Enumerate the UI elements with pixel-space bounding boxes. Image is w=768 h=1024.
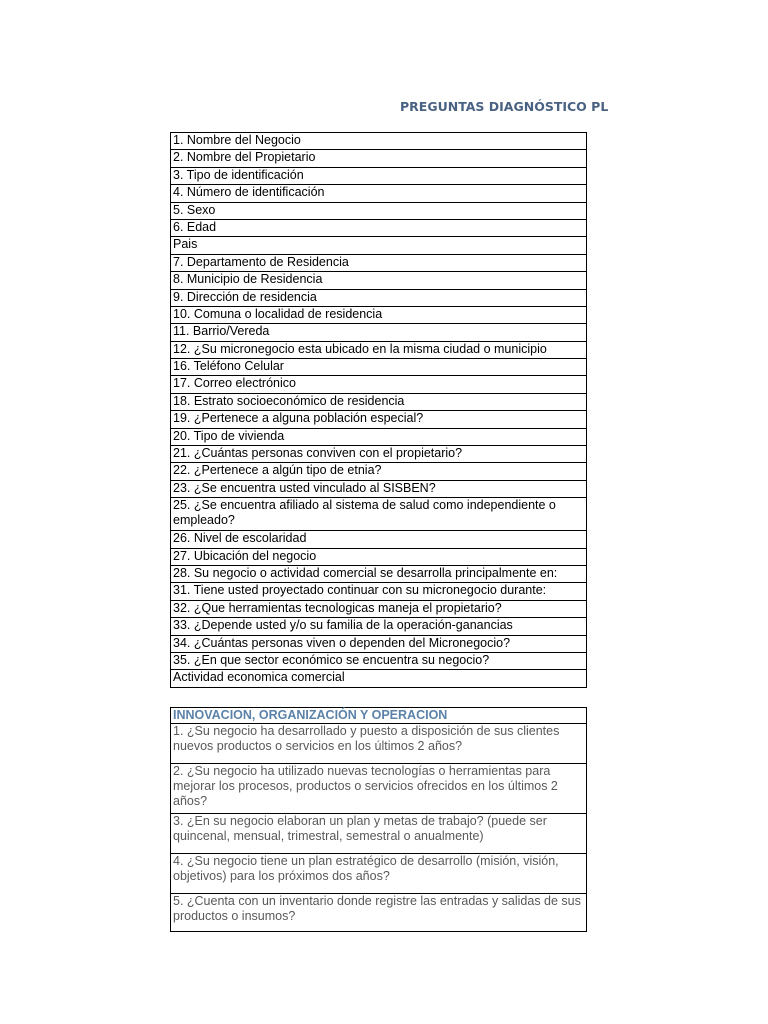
table-cell[interactable]: 20. Tipo de vivienda [171, 428, 587, 445]
table-row [171, 341, 587, 358]
table-row [171, 548, 587, 565]
table-row [171, 272, 587, 289]
table-row [171, 306, 587, 323]
table-cell[interactable]: Pais [171, 237, 587, 254]
table-row [171, 894, 587, 932]
table-cell[interactable]: Actividad economica comercial [171, 670, 587, 687]
table-row [171, 724, 587, 764]
table-row [171, 254, 587, 271]
table-row [171, 498, 587, 531]
table-cell[interactable]: 12. ¿Su micronegocio esta ubicado en la misma ciudad o municipio [171, 341, 587, 358]
table-row [171, 618, 587, 635]
table-cell[interactable]: 10. Comuna o localidad de residencia [171, 306, 587, 323]
table-row [171, 219, 587, 236]
table-cell[interactable]: 2. Nombre del Propietario [171, 150, 587, 167]
table-cell[interactable]: 11. Barrio/Vereda [171, 324, 587, 341]
table-row [171, 393, 587, 410]
table-row [171, 635, 587, 652]
table-cell[interactable]: 31. Tiene usted proyectado continuar con su micronegocio durante: [171, 583, 587, 600]
table-row [171, 764, 587, 814]
table-row [171, 531, 587, 548]
table-cell[interactable]: 7. Departamento de Residencia [171, 254, 587, 271]
table-row [171, 133, 587, 150]
table-cell[interactable]: 34. ¿Cuántas personas viven o dependen del Micronegocio? [171, 635, 587, 652]
table-row [171, 854, 587, 894]
table-row [171, 167, 587, 184]
table-row [171, 652, 587, 669]
table-row [171, 446, 587, 463]
table-row [171, 237, 587, 254]
table-row [171, 565, 587, 582]
table-cell[interactable]: 27. Ubicación del negocio [171, 548, 587, 565]
table-cell[interactable]: 26. Nivel de escolaridad [171, 531, 587, 548]
table-row [171, 289, 587, 306]
innovation-questions-table [170, 707, 587, 932]
table-cell[interactable]: 2. ¿Su negocio ha utilizado nuevas tecnologías o herramientas para mejorar los procesos, productos o servicios ofrecidos en los últimos 2 años? [171, 764, 587, 814]
table-row [171, 376, 587, 393]
table-row [171, 463, 587, 480]
table-cell[interactable]: 8. Municipio de Residencia [171, 272, 587, 289]
table-cell[interactable]: 3. ¿En su negocio elaboran un plan y metas de trabajo? (puede ser quincenal, mensual, trimestral, semestral o anualmente) [171, 814, 587, 854]
table-row [171, 324, 587, 341]
table-cell[interactable]: 25. ¿Se encuentra afiliado al sistema de salud como independiente o empleado? [171, 498, 587, 531]
table-row [171, 583, 587, 600]
table-cell[interactable]: 1. ¿Su negocio ha desarrollado y puesto a disposición de sus clientes nuevos productos o servicios en los últimos 2 años? [171, 724, 587, 764]
table-cell[interactable]: 22. ¿Pertenece a algún tipo de etnia? [171, 463, 587, 480]
table-row [171, 814, 587, 854]
table-cell[interactable]: 28. Su negocio o actividad comercial se desarrolla principalmente en: [171, 565, 587, 582]
table-row [171, 202, 587, 219]
table-row [171, 185, 587, 202]
table-row [171, 670, 587, 687]
table-cell[interactable]: 4. Número de identificación [171, 185, 587, 202]
page-title: PREGUNTAS DIAGNÓSTICO PL [400, 99, 609, 114]
table-cell[interactable]: 6. Edad [171, 219, 587, 236]
table-cell[interactable]: 35. ¿En que sector económico se encuentra su negocio? [171, 652, 587, 669]
table-row [171, 600, 587, 617]
table-row [171, 428, 587, 445]
general-questions-table [170, 132, 587, 688]
table-cell[interactable]: 23. ¿Se encuentra usted vinculado al SISBEN? [171, 480, 587, 497]
table-cell[interactable]: 32. ¿Que herramientas tecnologicas maneja el propietario? [171, 600, 587, 617]
table-cell[interactable]: 16. Teléfono Celular [171, 359, 587, 376]
table-cell[interactable]: 33. ¿Depende usted y/o su familia de la operación-ganancias [171, 618, 587, 635]
table-cell[interactable]: 17. Correo electrónico [171, 376, 587, 393]
section-header: INNOVACION, ORGANIZACIÓN Y OPERACION [171, 708, 587, 724]
table-row [171, 150, 587, 167]
table-row [171, 359, 587, 376]
table-cell[interactable]: 4. ¿Su negocio tiene un plan estratégico de desarrollo (misión, visión, objetivos) para los próximos dos años? [171, 854, 587, 894]
table-cell[interactable]: 5. ¿Cuenta con un inventario donde registre las entradas y salidas de sus productos o insumos? [171, 894, 587, 932]
table-row [171, 411, 587, 428]
table-cell[interactable]: 3. Tipo de identificación [171, 167, 587, 184]
table-cell[interactable]: 9. Dirección de residencia [171, 289, 587, 306]
table-cell[interactable]: 19. ¿Pertenece a alguna población especial? [171, 411, 587, 428]
section-header-row [171, 708, 587, 724]
table-cell[interactable]: 5. Sexo [171, 202, 587, 219]
table-cell[interactable]: 18. Estrato socioeconómico de residencia [171, 393, 587, 410]
table-cell[interactable]: 1. Nombre del Negocio [171, 133, 587, 150]
table-cell[interactable]: 21. ¿Cuántas personas conviven con el propietario? [171, 446, 587, 463]
table-row [171, 480, 587, 497]
